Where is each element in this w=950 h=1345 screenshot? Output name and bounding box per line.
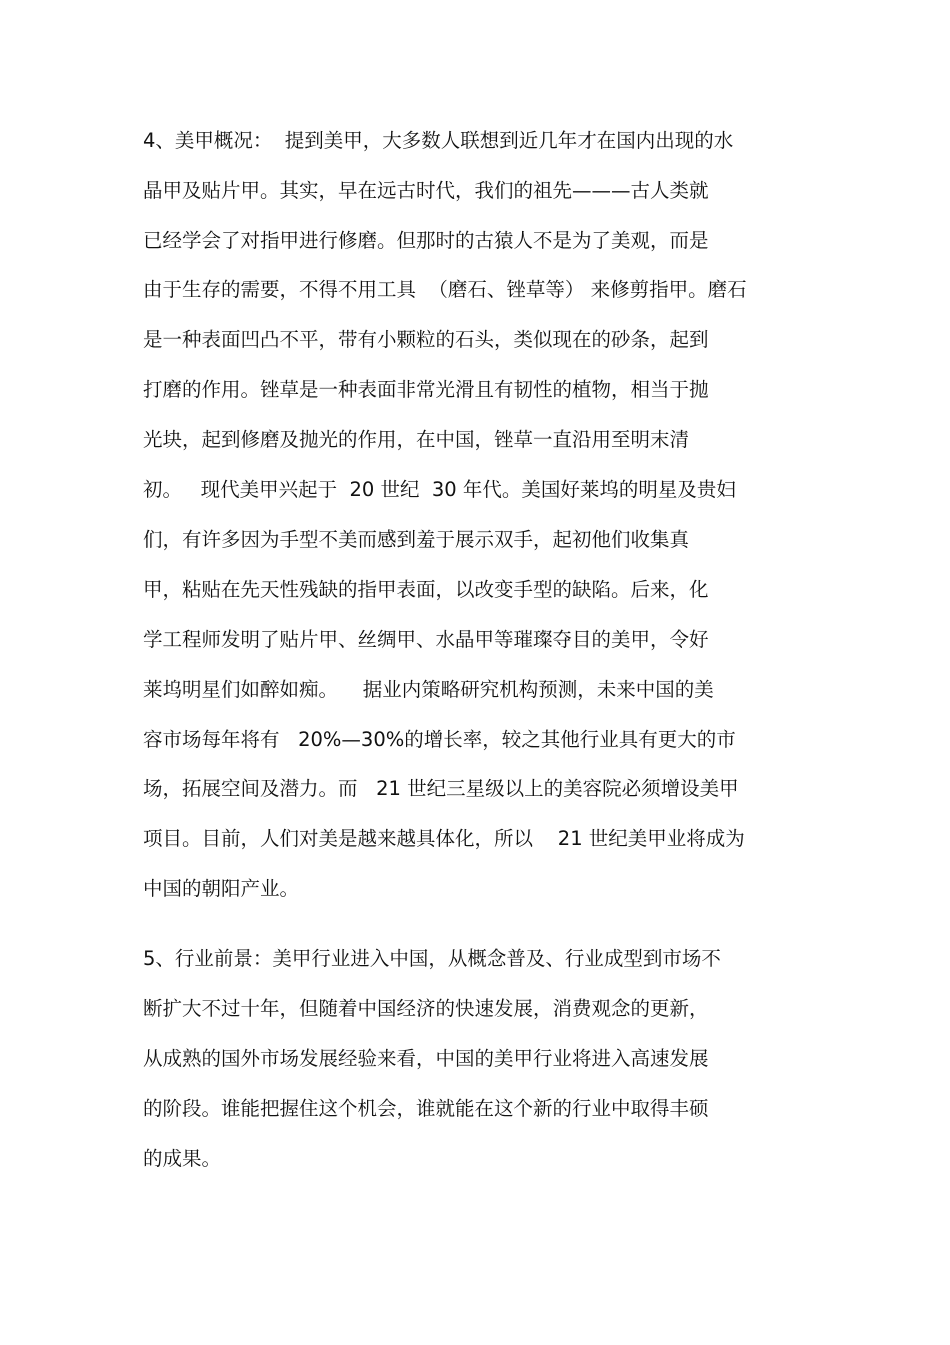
text-line: 4、美甲概况： 提到美甲，大多数人联想到近几年才在国内出现的水 xyxy=(143,129,734,152)
text-line: 甲，粘贴在先天性残缺的指甲表面，以改变手型的缺陷。后来，化 xyxy=(143,578,709,601)
text-line: 学工程师发明了贴片甲、丝绸甲、水晶甲等璀璨夺目的美甲，令好 xyxy=(143,628,709,651)
text-line: 已经学会了对指甲进行修磨。但那时的古猿人不是为了美观，而是 xyxy=(143,229,709,252)
text-line: 从成熟的国外市场发展经验来看，中国的美甲行业将进入高速发展 xyxy=(143,1047,709,1070)
text-line: 项目。目前，人们对美是越来越具体化，所以 21 世纪美甲业将成为 xyxy=(143,827,745,850)
text-line: 光块，起到修磨及抛光的作用，在中国，锉草一直沿用至明末清 xyxy=(143,428,690,451)
text-line: 是一种表面凹凸不平，带有小颗粒的石头，类似现在的砂条，起到 xyxy=(143,328,709,351)
text-line: 打磨的作用。锉草是一种表面非常光滑且有韧性的植物，相当于抛 xyxy=(143,378,709,401)
text-line: 晶甲及贴片甲。其实，早在远古时代，我们的祖先———古人类就 xyxy=(143,179,709,202)
text-line: 的成果。 xyxy=(143,1147,222,1170)
text-line: 初。 现代美甲兴起于 20 世纪 30 年代。美国好莱坞的明星及贵妇 xyxy=(143,478,736,501)
text-line: 莱坞明星们如醉如痴。 据业内策略研究机构预测，未来中国的美 xyxy=(143,678,714,701)
text-line: 中国的朝阳产业。 xyxy=(143,877,300,900)
text-line: 断扩大不过十年，但随着中国经济的快速发展，消费观念的更新， xyxy=(143,997,709,1020)
text-line: 5、行业前景：美甲行业进入中国，从概念普及、行业成型到市场不 xyxy=(143,947,721,970)
text-line: 的阶段。谁能把握住这个机会，谁就能在这个新的行业中取得丰硕 xyxy=(143,1097,709,1120)
text-line: 由于生存的需要，不得不用工具 （磨石、锉草等） 来修剪指甲。磨石 xyxy=(143,278,747,301)
text-line: 场，拓展空间及潜力。而 21 世纪三星级以上的美容院必须增设美甲 xyxy=(143,777,739,800)
text-line: 容市场每年将有 20%—30%的增长率，较之其他行业具有更大的市 xyxy=(143,728,736,751)
text-line: 们，有许多因为手型不美而感到羞于展示双手，起初他们收集真 xyxy=(143,528,690,551)
